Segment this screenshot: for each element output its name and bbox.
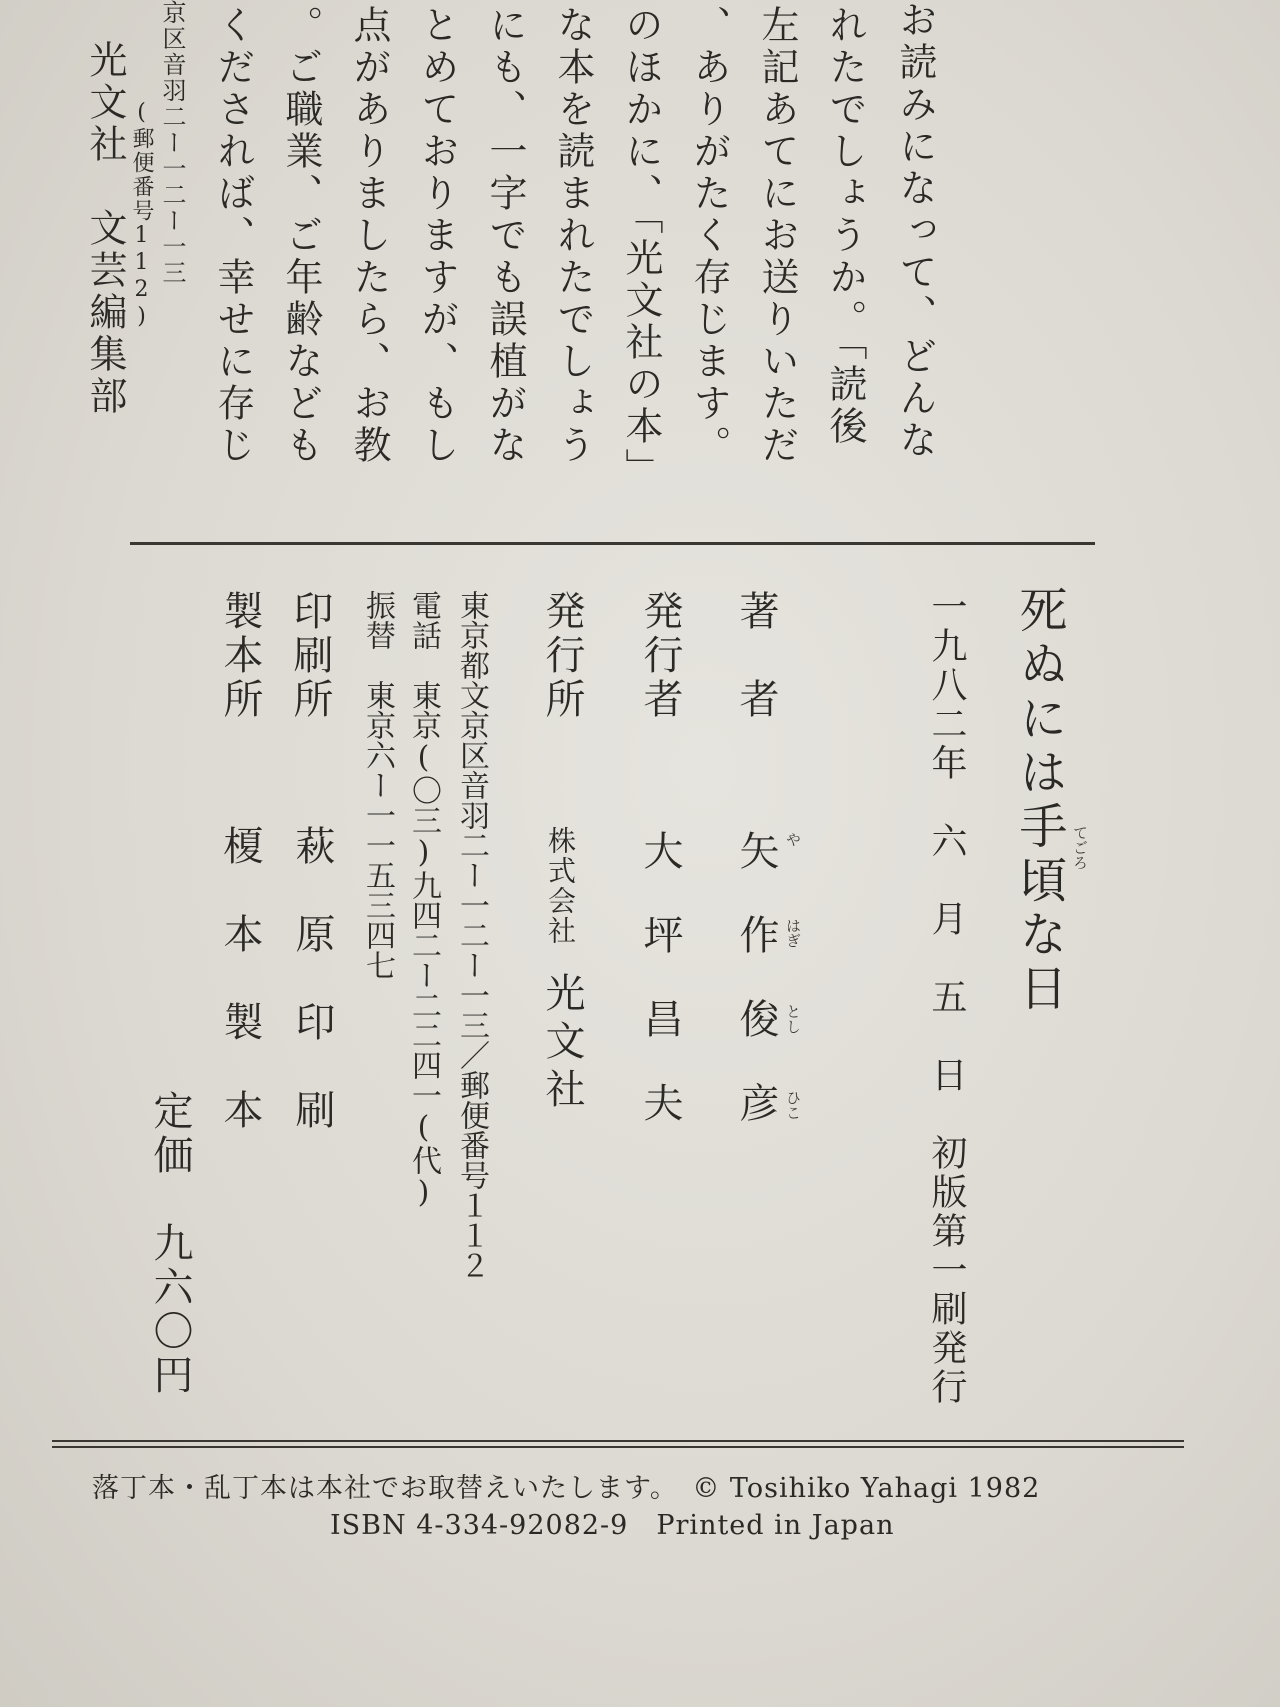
publisher-phone: 電話 東京(〇三)九四二ー二二四一(代) bbox=[406, 590, 441, 1210]
notice-dept: 光文社 文芸編集部 bbox=[83, 40, 127, 418]
price: 定価 九六〇円 bbox=[147, 1090, 193, 1398]
book-title: 死ぬには手頃な日 bbox=[1011, 585, 1067, 1017]
printer-name: 萩原印刷 bbox=[289, 825, 335, 1177]
author-name: 矢作俊彦 bbox=[733, 830, 779, 1166]
notice-line-8: とめておりますが、もし bbox=[415, 5, 459, 467]
author-ruby-2: はぎ bbox=[784, 918, 802, 948]
title-ruby: てごろ bbox=[1071, 825, 1089, 870]
notice-line-4: 、ありがたく存じます。 bbox=[687, 5, 731, 467]
issuer-label: 発行者 bbox=[637, 590, 683, 722]
section-divider bbox=[130, 542, 1095, 545]
issuer-name: 大坪昌夫 bbox=[637, 830, 683, 1166]
footer-notice-copyright: 落丁本・乱丁本は本社でお取替えいたします。 © Tosihiko Yahagi 1982 bbox=[92, 1473, 1041, 1504]
publisher-transfer: 振替 東京六ー一一五三四七 bbox=[360, 590, 395, 980]
binder-label: 製本所 bbox=[217, 590, 263, 722]
author-ruby-3: とし bbox=[784, 1004, 802, 1034]
notice-line-6: な本を読まれたでしょう bbox=[551, 5, 595, 467]
publisher-address: 東京都文京区音羽二ー一二ー一三／郵便番号１１２ bbox=[454, 590, 489, 1280]
notice-line-7: にも、一字でも誤植がな bbox=[483, 5, 527, 467]
footer-rule-top bbox=[52, 1440, 1184, 1442]
binder-name: 榎本製本 bbox=[217, 825, 263, 1177]
notice-line-3: 左記あてにお送りいただ bbox=[755, 5, 799, 467]
notice-postal: (郵便番号112) bbox=[129, 100, 154, 331]
notice-line-5: のほかに、「光文社の本」 bbox=[619, 5, 663, 490]
notice-line-2: れたでしょうか。「読後 bbox=[823, 5, 867, 448]
notice-line-9: 点がありましたら、お教 bbox=[347, 5, 391, 467]
publisher-name: 光文社 bbox=[539, 972, 585, 1116]
publication-date: 一九八二年 六 月 五 日 初版第一刷発行 bbox=[926, 588, 967, 1407]
publisher-prefix: 株式会社 bbox=[544, 826, 577, 946]
author-ruby-4: ひこ bbox=[784, 1090, 802, 1120]
notice-line-11: くだされば、幸せに存じ bbox=[211, 5, 255, 467]
notice-line-10: 。ご職業、ご年齢なども bbox=[279, 5, 323, 467]
publisher-label: 発行所 bbox=[539, 590, 585, 722]
author-label: 著 者 bbox=[733, 590, 779, 722]
author-ruby-1: や bbox=[784, 832, 802, 847]
printer-label: 印刷所 bbox=[287, 590, 333, 722]
notice-line-1: お読みになって、どんな bbox=[893, 0, 937, 462]
notice-address: 京区音羽二ー一二ー一三 bbox=[158, 0, 186, 286]
footer-rule-bottom bbox=[52, 1446, 1184, 1448]
footer-isbn: ISBN 4-334-92082-9 Printed in Japan bbox=[330, 1510, 895, 1541]
